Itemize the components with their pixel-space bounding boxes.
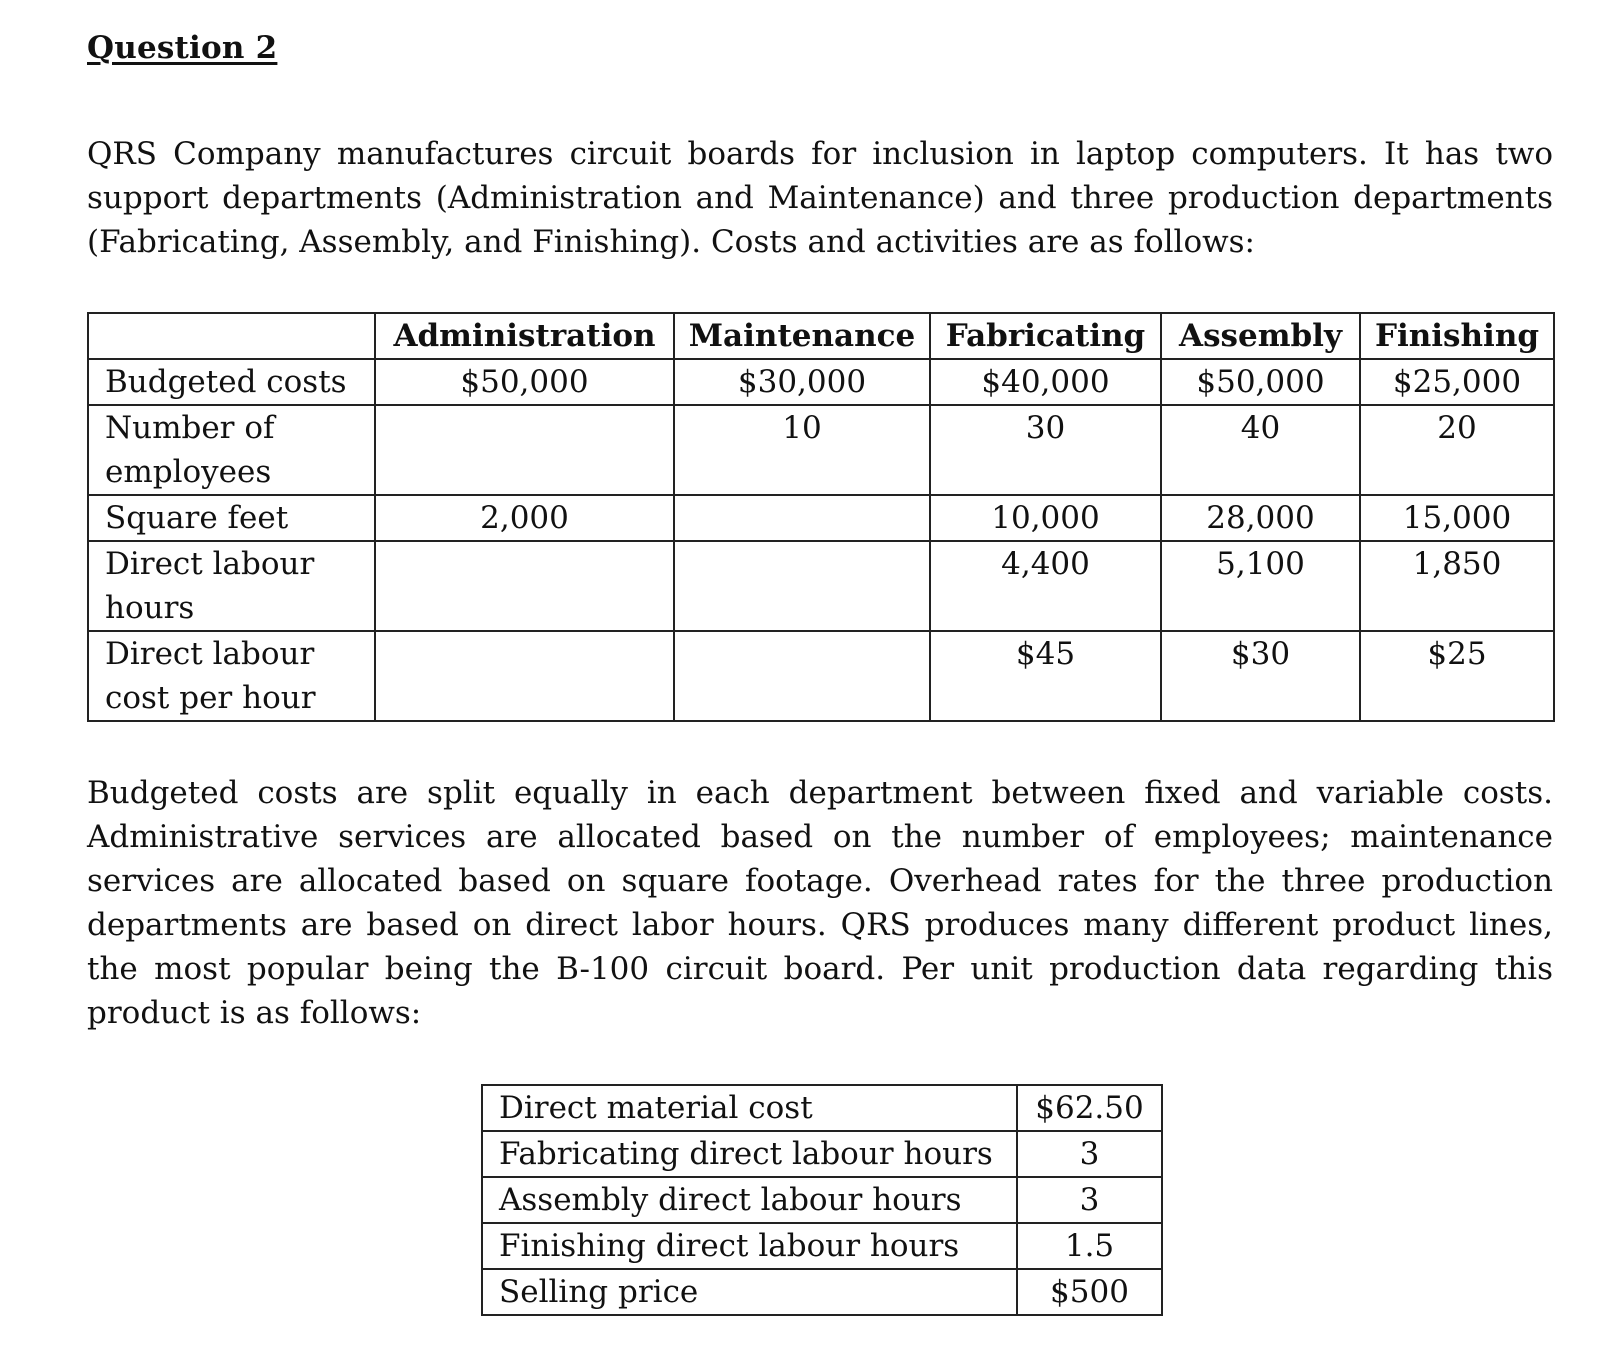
table-cell xyxy=(375,541,674,631)
table-row xyxy=(88,541,1554,631)
header-administration: Administration xyxy=(375,313,674,359)
table-cell: $45 xyxy=(930,631,1161,721)
table-cell: 3 xyxy=(1017,1177,1162,1223)
table-cell xyxy=(674,495,930,541)
table-cell xyxy=(375,405,674,495)
table-cell: $25,000 xyxy=(1360,359,1554,405)
table-cell: 20 xyxy=(1360,405,1554,495)
table-cell: 1,850 xyxy=(1360,541,1554,631)
row-label: Selling price xyxy=(482,1269,1017,1315)
table-cell: 1.5 xyxy=(1017,1223,1162,1269)
table-cell: $50,000 xyxy=(1161,359,1360,405)
intro-paragraph: QRS Company manufactures circuit boards for inclusion in laptop computers. It has two support departments (Administration and Maintenance) and three production departments (Fabricating, Assembly, and Finishing). Costs and activities are as follows: xyxy=(87,136,1553,260)
row-label: Direct labour hours xyxy=(88,541,375,631)
table-cell: 30 xyxy=(930,405,1161,495)
row-label: Direct material cost xyxy=(482,1085,1017,1131)
table-row xyxy=(482,1131,1162,1177)
table-cell: $30 xyxy=(1161,631,1360,721)
header-maintenance: Maintenance xyxy=(674,313,930,359)
table-cell: 10 xyxy=(674,405,930,495)
question-title: Question 2 xyxy=(87,30,278,66)
row-label: Budgeted costs xyxy=(88,359,375,405)
header-empty xyxy=(88,313,375,359)
table-cell: $50,000 xyxy=(375,359,674,405)
unit-production-table xyxy=(481,1084,1163,1316)
table-row xyxy=(88,495,1554,541)
header-fabricating: Fabricating xyxy=(930,313,1161,359)
table-header-row xyxy=(88,313,1554,359)
table-cell xyxy=(674,541,930,631)
table-cell: $62.50 xyxy=(1017,1085,1162,1131)
row-label: Assembly direct labour hours xyxy=(482,1177,1017,1223)
table-cell xyxy=(674,631,930,721)
table-cell: 5,100 xyxy=(1161,541,1360,631)
body-paragraph: Budgeted costs are split equally in each department between fixed and variable costs. Administrative services are allocated based on the number of employees; maintenance services are allocated based on square footage. Overhead rates for the three production departments are based on direct labor hours. QRS produces many different product lines, the most popular being the B-100 circuit board. Per unit production data regarding this product is as follows: xyxy=(87,775,1553,1031)
table-row xyxy=(482,1085,1162,1131)
table-cell: $40,000 xyxy=(930,359,1161,405)
header-assembly: Assembly xyxy=(1161,313,1360,359)
table-cell xyxy=(375,631,674,721)
row-label: Finishing direct labour hours xyxy=(482,1223,1017,1269)
table-cell: 40 xyxy=(1161,405,1360,495)
table-row xyxy=(482,1223,1162,1269)
row-label: Square feet xyxy=(88,495,375,541)
row-label: Fabricating direct labour hours xyxy=(482,1131,1017,1177)
table-row xyxy=(88,359,1554,405)
table-row xyxy=(88,631,1554,721)
table-cell: $500 xyxy=(1017,1269,1162,1315)
row-label: Number of employees xyxy=(88,405,375,495)
table-cell: $30,000 xyxy=(674,359,930,405)
row-label: Direct labour cost per hour xyxy=(88,631,375,721)
table-cell: 3 xyxy=(1017,1131,1162,1177)
header-finishing: Finishing xyxy=(1360,313,1554,359)
table-cell: 15,000 xyxy=(1360,495,1554,541)
table-cell: 28,000 xyxy=(1161,495,1360,541)
table-row xyxy=(482,1269,1162,1315)
table-cell: $25 xyxy=(1360,631,1554,721)
table-cell: 2,000 xyxy=(375,495,674,541)
department-cost-table xyxy=(87,312,1555,722)
table-cell: 4,400 xyxy=(930,541,1161,631)
table-row xyxy=(88,405,1554,495)
table-cell: 10,000 xyxy=(930,495,1161,541)
table-row xyxy=(482,1177,1162,1223)
